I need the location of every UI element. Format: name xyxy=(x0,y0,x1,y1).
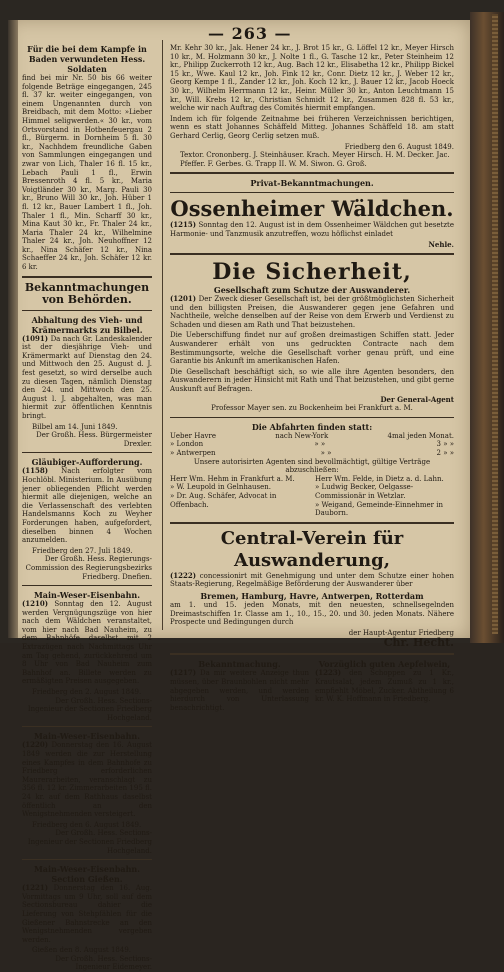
committee-date: Friedberg den 6. August 1849. xyxy=(344,142,454,151)
departure-row xyxy=(170,432,454,441)
notice-text: Nach erfolgter vom Hochlöbl. Ministerium. In Ausübung jener obliegenden Pflicht werden hiermit alle diejenigen, welche an die Verlassenschaft des verlebten Handelsmanns Koch zu Weyher Forderungen haben, aufgefordert, dieselben binnen 4 Wochen anzumelden. xyxy=(22,467,152,545)
ad-central-verein xyxy=(170,528,454,650)
ad-title: Bekanntmachung. xyxy=(198,659,281,670)
agent-entry: » Ludwig Becker, Oelgasse-Commissionär in Wetzlar. xyxy=(315,483,414,500)
ad-sicherheit-subtitle: Gesellschaft zum Schutze der Auswanderer. xyxy=(213,285,411,296)
bottom-ads xyxy=(170,659,454,714)
page-number: — 263 — xyxy=(208,24,292,43)
agent-entry: Herr Wm. Felde, in Dietz a. d. Lahn. xyxy=(315,474,444,483)
notice-text: Donnerstag den 16. Aug. Vormittags um 9 Uhr, soll auf dem Sectionsbureau dahier die Lieferung von Stehpfählen für die Gießener Bahnstrecke an den Wenigstnehmenden vergeben werden. xyxy=(22,884,152,944)
notice-place: Gießen den 8. August 1849. xyxy=(32,946,132,955)
ad-number: (1215) xyxy=(170,220,197,230)
ad-signature: Nehle. xyxy=(428,239,454,249)
ad-text: Sonntag den 12. August ist in dem Ossenheimer Wäldchen gut besetzte Harmonie- und Tanzmusik anzutreffen, wozu höflichst einladet xyxy=(170,221,454,238)
agent-entry: Herr Wm. Hehm in Frankfurt a. M. xyxy=(170,474,295,483)
divider xyxy=(22,452,152,453)
notice-text: Sonntag den 12. August werden Vergnügungszüge von hier nach dem Wäldchen veranstaltet, vom hier nach Bad Nauheim, zu dem Bahnhöfe daselbst mit 2 Extrazügen nach Nachmittags Uhr am Tag gehend, zurückkehrend um 8 Uhr von Bad Nauheim zum Bahnhof an. Billete werden zu ermäßigten Preisen ausgegeben. xyxy=(22,600,152,686)
agents-list xyxy=(170,475,454,518)
right-column xyxy=(170,44,454,714)
private-section-title: Privat-Bekanntmachungen. xyxy=(250,178,374,189)
ad-central-verein-title: Central-Verein für Auswanderung, xyxy=(220,527,404,571)
departure-from: » London xyxy=(170,440,204,449)
notice-signature: Der Großh. Hess. Sections-Ingenieur Eidemeyer. xyxy=(55,954,152,972)
divider xyxy=(170,522,454,524)
notice-place: Friedberg den 6. August 1849. xyxy=(32,820,142,829)
ad-sicherheit xyxy=(170,259,454,518)
notice-number: (1220) xyxy=(22,740,49,750)
book-edge-pages xyxy=(492,14,498,634)
notice-text: Da nach Gr. Landeskalender ist der diesjährige Vieh- und Krämermarkt auf Dienstag den 24. und Mittwoch den 25. August d. J. fest gesetzt, so wird derselbe auch zu diesen Tagen, nämlich Dienstag den 24. und Mittwoch den 25. August l. J. abgehalten, was man hiermit zur öffentlichen Kenntnis bringt. xyxy=(22,334,152,420)
notice-number: (1210) xyxy=(22,599,49,609)
notice-place: Friedberg den 2. August 1849. xyxy=(32,688,142,697)
divider xyxy=(22,276,152,278)
agent-entry: » Dr. Aug. Schäfer, Advocat in Offenbach. xyxy=(170,491,277,509)
notice-signature: Der Großh. Hess. Bürgermeister Drexler. xyxy=(36,431,152,448)
notice-title: Main-Weser-Eisenbahn. Section Gießen. xyxy=(33,864,141,885)
departures-title: Die Abfahrten finden statt: xyxy=(251,421,373,432)
departure-frequency: 4mal jeden Monat. xyxy=(387,431,454,440)
ad-number: (1217) xyxy=(170,668,197,678)
departure-frequency: 3 » » xyxy=(436,440,454,449)
notice-number: (1221) xyxy=(22,883,49,893)
ad-number: (1201) xyxy=(170,294,197,304)
departure-from: » Antwerpen xyxy=(170,449,216,457)
ad-bekanntmachung xyxy=(170,659,309,714)
divider xyxy=(170,192,454,193)
divider xyxy=(170,417,454,418)
ad-agent-title: der Haupt-Agentur Friedberg xyxy=(348,628,454,637)
divider xyxy=(170,172,454,174)
divider xyxy=(22,859,152,860)
ad-text: den Schoppen zu 1 Kr., Krautsalat, jedem Zumuß zu 1 kr., empfiehlt Möbel, Zucker. Abtheilung 6 kr. W. K. Hoffmann in Friedberg. xyxy=(315,669,454,704)
departure-from: Ueber Havre xyxy=(170,431,216,440)
left-column xyxy=(22,44,152,972)
committee-names: Textor. Crononberg. J. Steinhäuser. Krach. Meyer Hirsch. H. M. Decker. Jac. Pfeffer. F. Gerbes. G. Trapp II. W. M. Siwon. G. Groß. xyxy=(180,151,450,168)
agents-note: Unsere autorisirten Agenten sind bevollmächtigt, gültige Verträge abzuschließen: xyxy=(193,457,431,475)
notice-5 xyxy=(22,864,152,972)
page-gutter xyxy=(8,20,18,638)
authority-section-title: Bekanntmachungen von Behörden. xyxy=(24,280,150,306)
notice-2 xyxy=(22,457,152,581)
notice-signature: Der Großh. Hess. Sections-Ingenieur der Sectionen Friedberg Hochgeland. xyxy=(27,829,152,855)
column-rule xyxy=(162,40,163,630)
departure-row xyxy=(170,440,454,449)
departure-row xyxy=(170,449,454,458)
agent-entry: » Weigand, Gemeinde-Einnehmer in Dauborn. xyxy=(315,500,443,518)
divider xyxy=(22,726,152,727)
notice-number: (1158) xyxy=(22,466,49,476)
notice-signature: Der Großh. Hess. Sections-Ingenieur der Sectionen Friedberg Hochgeland. xyxy=(27,696,152,722)
book-edge xyxy=(470,12,504,643)
divider xyxy=(22,310,152,311)
ad-text: Die Ueberschiffung findet nur auf großen dreimastigen Schiffen statt. Jeder Auswanderer erhält von uns gedruckten Contracte nach dem Bestimmungsorte, welche die Gesellschaft vorher genau prüft, und eine Garantie bis Ankunft im amerikanischen Hafen. xyxy=(170,331,454,366)
donation-continued: Mr. Kehr 30 kr., Jak. Hener 24 kr., J. Brot 15 kr., G. Löffel 12 kr., Meyer Hirsch 10 kr., M. Holzmann 30 kr., J. Nolte 1 fl., G. Tasche 12 kr., Peter Steinheim 12 kr., Philipp Zuckerroth 12 kr., Aug. Bach 12 kr., Elisabetha 12 kr., Philipp Bickel 15 kr., Wwe. Kaul 12 kr., Joh. Fink 12 kr., Conr. Dietz 12 kr., J. Weber 12 kr., Georg Kempe 1 fl., Zander 12 kr., Joh. Koch 12 kr., J. Bauer 12 kr., Jacob Hoeck 30 kr., Wilhelm Herrmann 12 kr., Heinr. Müller 30 kr., Anton Leuchtmann 15 kr., Will. Krebs 12 kr., Christian Schmidt 12 kr., Zusammen 828 fl. 53 kr., welche wir nach Auftrag des Comités hiermit empfangen. xyxy=(170,44,454,113)
departure-to: » » xyxy=(314,440,326,449)
donation-heading: Für die bei dem Kampfe in Baden verwundeten Hess. Soldaten xyxy=(27,44,147,74)
ad-ports: Bremen, Hamburg, Havre, Antwerpen, Rotterdam xyxy=(200,590,424,601)
agent-entry: » W. Leupold in Gelnhausen. xyxy=(170,483,271,492)
divider xyxy=(170,253,454,255)
ad-agent-name: Professor Mayer sen. zu Bockenheim bei Frankfurt a. M. xyxy=(211,404,413,413)
notice-title: Gläubiger-Aufforderung. xyxy=(31,457,143,468)
notice-number: (1091) xyxy=(22,333,49,343)
notice-signature: Der Großh. Hess. Regierungs-Commission des Regierungsbezirks Friedberg. Dnefien. xyxy=(25,555,152,581)
notice-title: Main-Weser-Eisenbahn. xyxy=(33,590,141,601)
departure-frequency: 2 » » xyxy=(436,449,454,457)
ad-agent-title: Der General-Agent xyxy=(380,394,454,404)
ad-wald-title: Ossenheimer Wäldchen. xyxy=(170,196,454,222)
notice-1 xyxy=(22,315,152,449)
notice-text: Donnerstag den 16. August 1849 werden die zur Herstellung eines Kampfes in dem Bahnhofe zu Friedberg erforderlichen Maurerarbeiten, veranschlagt zu 356 fl. 12 kr. Zimmerarbeiten 195 fl. 24 kr. auf dem Rathhaus daselbst öffentlich an den Wenigstnehmenden versteigert. xyxy=(22,741,152,819)
ad-text: Der Zweck dieser Gesellschaft ist, bei der größtmöglichsten Sicherheit und den billigsten Preisen, die Auswanderer gegen jene Gefahren und Nachtheile, welche denselben auf der Reise von dem Erwerb und Verdienst zu Schaden und diesen am Rath und That beizustehen. xyxy=(170,295,455,329)
ad-number: (1222) xyxy=(170,570,197,580)
notice-place: Friedberg den 27. Juli 1849. xyxy=(32,546,133,555)
notice-place: Bilbel am 14. Juni 1849. xyxy=(32,422,118,431)
donation-text: find bei mir Nr. 50 bis 66 weiter folgende Beträge eingegangen, 245 fl. 37 kr. weiter eingegangen, von einem Ungenannten durch von Breidbach, mit dem Motto: »Lieber Himmel seligwerden.« 30 kr., vom Ortsvorstand in Hotbenfeuergau 2 fl., Bürgerm. in Dornheim 5 fl. 30 kr., Nachhdem freundliche Gaben von Sammlungen eingegangen und zwar von Lich, Thaler 16 fl. 15 kr., Lebach Pauli 1 fl., Erwin Bressenroth 4 fl. 5 kr., Maria Voigtländer 30 kr., Marg. Pauli 30 kr., Bruno Will 30 kr., Joh. Hüber 1 fl. 12 kr., Bauer Lambert 1 fl., Joh. Thaler 1 fl., Min. Scharff 30 kr., Mina Kaut 30 kr., Fr. Thaler 24 kr., Maria Thaler 24 kr., Wilhelmine Thaler 24 kr., Joh. Neuhoffner 12 kr., Nina Schäfer 12 kr., Nina Schaeffer 24 kr., Joh. Schäfer 12 kr. 6 kr. xyxy=(22,74,152,272)
ad-text: am 1. und 15. jeden Monats, mit den neuesten, schnellsegelnden Dreimastschiffen 1r. Classe am 1., 10., 15., 20. und 30. jeden Monats. Nähere Prospecte und Bedingungen durch xyxy=(170,600,454,627)
divider xyxy=(22,585,152,586)
ad-wald xyxy=(170,197,454,249)
notice-4 xyxy=(22,731,152,855)
notice-3 xyxy=(22,590,152,722)
ad-aepfelwein xyxy=(315,659,454,714)
ad-text: Die Gesellschaft beschäftigt sich, so wie alle ihre Agenten besonders, den Auswanderern in jeder Hinsicht mit Rath und That beizustehen, und gibt gerne Auskunft auf Befragen. xyxy=(170,367,454,394)
ad-title: Vorzüglich guten Aepfelwein, xyxy=(318,659,451,670)
ad-number: (1223) xyxy=(315,668,342,678)
divider xyxy=(170,653,454,655)
departure-to: nach New-York xyxy=(275,431,329,440)
departure-to: » » xyxy=(320,449,332,457)
ad-agent-name: Chr. Hecht. xyxy=(383,636,454,650)
ad-text: concessionirt mit Genehmigung und unter dem Schutze einer hohen Staats-Regierung, Regelmäßige Beförderung der Auswanderer über xyxy=(170,571,454,589)
correction-note: Indem ich für folgende Zeitnahme bei früheren Verzeichnissen berichtigen, wenn es statt Johannes Schäffeld Mitteg. Johannes Schäffeld 18. am statt Gerhard Cerlig, Georg Cerlig setzen muß. xyxy=(170,114,454,140)
notice-title: Main-Weser-Eisenbahn. xyxy=(33,731,141,742)
ad-sicherheit-title: Die Sicherheit, xyxy=(212,259,412,286)
ad-text: Da mir weitere Anzeige thun müssen, über Braunbohlen nicht mehr abgegeben werden, und werden hierdurch von Unterlassung benachrichtigt. xyxy=(170,669,309,712)
notice-title: Abhaltung des Vieh- und Krämermarkts zu Bilbel. xyxy=(31,314,143,335)
